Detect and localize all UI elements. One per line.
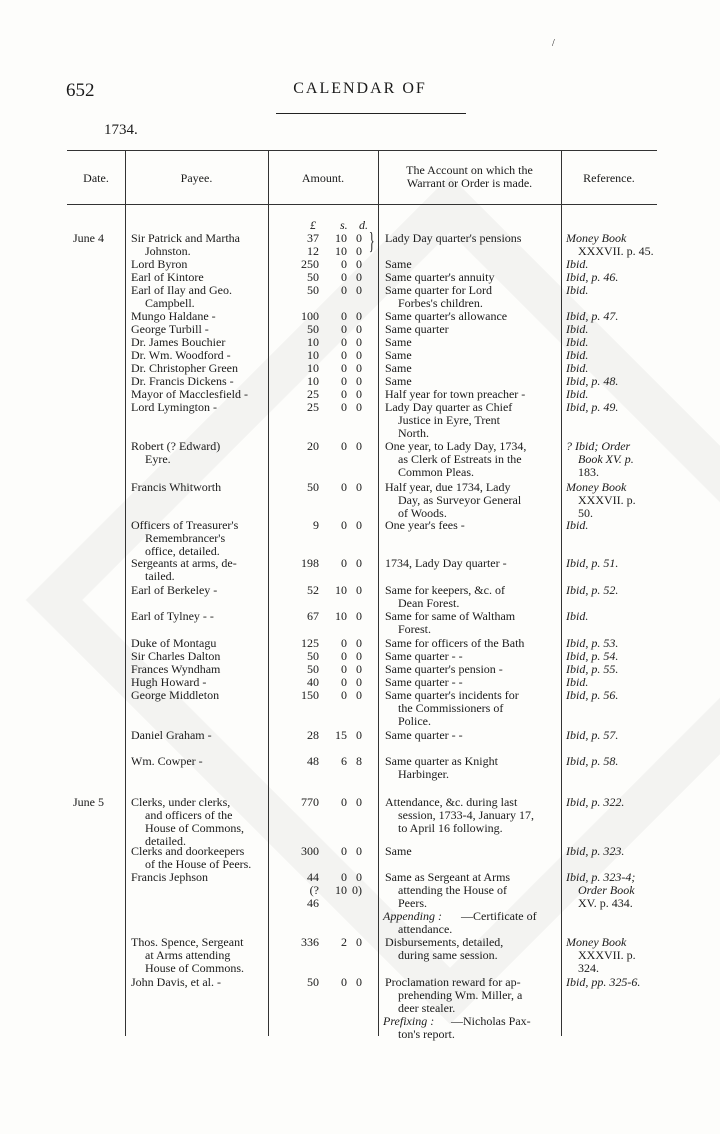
running-head: CALENDAR OF bbox=[293, 80, 427, 97]
entry-pence: 0 bbox=[356, 870, 362, 884]
entry-account: the Commissioners of bbox=[398, 701, 504, 715]
entry-shillings: 0 bbox=[341, 387, 347, 401]
entry-pence: 0 bbox=[356, 935, 362, 949]
entry-reference: Ibid, p. 323-4; bbox=[566, 870, 636, 884]
header-account bbox=[378, 164, 561, 190]
entry-reference: Ibid, p. 58. bbox=[566, 754, 619, 768]
entry-reference: Order Book bbox=[578, 883, 635, 897]
entry-shillings: 0 bbox=[341, 688, 347, 702]
entry-pence: 0 bbox=[356, 439, 362, 453]
entry-account: Same quarter - - bbox=[385, 728, 463, 742]
entry-payee: House of Commons, bbox=[145, 821, 244, 835]
entry-pence: 8 bbox=[356, 754, 362, 768]
entry-pence: 0 bbox=[356, 795, 362, 809]
entry-account: Same bbox=[385, 844, 412, 858]
entry-payee: and officers of the bbox=[145, 808, 233, 822]
entry-reference: 324. bbox=[578, 961, 599, 975]
appending-text: —Certificate of bbox=[461, 909, 537, 923]
entry-reference: Ibid. bbox=[566, 675, 589, 689]
entry-pounds: 37 bbox=[307, 231, 319, 245]
entry-account: Lady Day quarter as Chief bbox=[385, 400, 513, 414]
entry-pence: 0 bbox=[356, 257, 362, 271]
entry-account: One year, to Lady Day, 1734, bbox=[385, 439, 527, 453]
entry-date: June 4 bbox=[73, 231, 104, 245]
entry-shillings: 0 bbox=[341, 518, 347, 532]
entry-payee: Remembrancer's bbox=[145, 531, 226, 545]
prefixing-label: Prefixing : bbox=[383, 1014, 435, 1028]
entry-shillings: 0 bbox=[341, 283, 347, 297]
entry-shillings: 0 bbox=[341, 480, 347, 494]
entry-shillings: 0 bbox=[341, 322, 347, 336]
header-account-line2: Warrant or Order is made. bbox=[406, 176, 533, 190]
entry-payee: Earl of Kintore bbox=[131, 270, 204, 284]
entry-account: Same quarter - - bbox=[385, 675, 463, 689]
entry-account: as Clerk of Estreats in the bbox=[398, 452, 522, 466]
column-divider bbox=[561, 151, 562, 1036]
entry-account: Dean Forest. bbox=[398, 596, 460, 610]
entry-pounds: 150 bbox=[301, 688, 319, 702]
entry-pounds: 9 bbox=[313, 518, 319, 532]
entry-account: Same quarter's annuity bbox=[385, 270, 495, 284]
entry-payee: Francis Jephson bbox=[131, 870, 208, 884]
entry-shillings: 0 bbox=[341, 335, 347, 349]
entry-account: North. bbox=[398, 426, 429, 440]
entry-account: Same bbox=[385, 348, 412, 362]
entry-pounds: 50 bbox=[307, 649, 319, 663]
entry-pounds: 20 bbox=[307, 439, 319, 453]
entry-pounds: 10 bbox=[307, 335, 319, 349]
entry-account: Half year for town preacher - bbox=[385, 387, 526, 401]
entry-account: Forbes's children. bbox=[398, 296, 483, 310]
entry-pence: 0 bbox=[356, 675, 362, 689]
entry-reference: Ibid, p. 54. bbox=[566, 649, 619, 663]
entry-reference: Book XV. p. bbox=[578, 452, 634, 466]
entry-reference: Ibid. bbox=[566, 257, 589, 271]
entry-payee: Dr. Christopher Green bbox=[131, 361, 238, 375]
entry-reference: XXXVII. p. bbox=[578, 948, 636, 962]
entry-shillings: 0 bbox=[341, 662, 347, 676]
entry-pounds: 50 bbox=[307, 975, 319, 989]
entry-reference: Ibid. bbox=[566, 322, 589, 336]
entry-payee: John Davis, et al. - bbox=[131, 975, 221, 989]
entry-payee: Eyre. bbox=[145, 452, 171, 466]
entry-account: Same quarter for Lord bbox=[385, 283, 492, 297]
entry-payee: Dr. Francis Dickens - bbox=[131, 374, 234, 388]
entry-pence: 0 bbox=[356, 231, 362, 245]
entry-pounds: 10 bbox=[307, 361, 319, 375]
entry-payee: Mungo Haldane - bbox=[131, 309, 216, 323]
entry-pence: 0 bbox=[356, 244, 362, 258]
entry-reference: Ibid, p. 51. bbox=[566, 556, 619, 570]
entry-payee: Lord Lymington - bbox=[131, 400, 217, 414]
entry-account: Harbinger. bbox=[398, 767, 449, 781]
entry-account: prehending Wm. Miller, a bbox=[398, 988, 523, 1002]
entry-pounds: 198 bbox=[301, 556, 319, 570]
entry-payee: Dr. Wm. Woodford - bbox=[131, 348, 231, 362]
entry-reference: Ibid. bbox=[566, 609, 589, 623]
entry-payee: Wm. Cowper - bbox=[131, 754, 203, 768]
entry-shillings: 0 bbox=[341, 870, 347, 884]
entry-payee: Dr. James Bouchier bbox=[131, 335, 226, 349]
entry-payee: House of Commons. bbox=[145, 961, 244, 975]
entry-account: Same bbox=[385, 361, 412, 375]
column-divider bbox=[378, 151, 379, 1036]
entry-shillings: 0 bbox=[341, 400, 347, 414]
pounds-symbol: £ bbox=[310, 218, 316, 232]
entry-payee: tailed. bbox=[145, 569, 175, 583]
entry-payee: Campbell. bbox=[145, 296, 195, 310]
entry-payee: Sir Patrick and Martha bbox=[131, 231, 240, 245]
entry-pounds: (? 46 bbox=[307, 883, 319, 910]
entry-payee: at Arms attending bbox=[145, 948, 231, 962]
entry-account: Same bbox=[385, 374, 412, 388]
entry-shillings: 10 bbox=[335, 244, 347, 258]
entry-account: Same quarter as Knight bbox=[385, 754, 498, 768]
entry-pence: 0 bbox=[356, 480, 362, 494]
entry-reference: Ibid. bbox=[566, 387, 589, 401]
prefixing-text: —Nicholas Pax- bbox=[451, 1014, 531, 1028]
entry-reference: XXXVII. p. 45. bbox=[578, 244, 654, 258]
entry-shillings: 0 bbox=[341, 795, 347, 809]
entry-payee: office, detailed. bbox=[145, 544, 220, 558]
entry-payee: Earl of Tylney - - bbox=[131, 609, 214, 623]
entry-payee: Sergeants at arms, de- bbox=[131, 556, 237, 570]
entry-shillings: 15 bbox=[335, 728, 347, 742]
entry-account: of Woods. bbox=[398, 506, 447, 520]
entry-pounds: 50 bbox=[307, 270, 319, 284]
shillings-symbol: s. bbox=[340, 218, 348, 232]
page-number: 652 bbox=[66, 80, 95, 101]
entry-payee: Francis Whitworth bbox=[131, 480, 222, 494]
entry-account: Same bbox=[385, 335, 412, 349]
entry-payee: Officers of Treasurer's bbox=[131, 518, 239, 532]
entry-payee: detailed. bbox=[145, 834, 186, 848]
entry-reference: ? Ibid; Order bbox=[566, 439, 631, 453]
entry-pence: 0 bbox=[356, 387, 362, 401]
entry-pence: 0 bbox=[356, 975, 362, 989]
header-account-line1: The Account on which the bbox=[406, 163, 533, 177]
entry-reference: Ibid, p. 322. bbox=[566, 795, 625, 809]
entry-reference: Ibid. bbox=[566, 335, 589, 349]
entry-pence: 0 bbox=[356, 309, 362, 323]
entry-payee: Johnston. bbox=[145, 244, 191, 258]
entry-shillings: 0 bbox=[341, 348, 347, 362]
entry-account: Half year, due 1734, Lady bbox=[385, 480, 511, 494]
entry-payee: of the House of Peers. bbox=[145, 857, 252, 871]
entry-reference: Ibid, p. 56. bbox=[566, 688, 619, 702]
entry-shillings: 6 bbox=[341, 754, 347, 768]
entry-reference: 50. bbox=[578, 506, 593, 520]
entry-reference: Ibid, p. 47. bbox=[566, 309, 619, 323]
entry-shillings: 0 bbox=[341, 270, 347, 284]
entry-reference: Ibid. bbox=[566, 518, 589, 532]
entry-account: deer stealer. bbox=[398, 1001, 456, 1015]
entry-account: Police. bbox=[398, 714, 431, 728]
entry-shillings: 0 bbox=[341, 649, 347, 663]
entry-payee: Daniel Graham - bbox=[131, 728, 212, 742]
entry-account: to April 16 following. bbox=[398, 821, 503, 835]
entry-pence: 0 bbox=[356, 374, 362, 388]
entry-reference: Money Book bbox=[566, 231, 627, 245]
title-rule bbox=[276, 113, 466, 114]
pence-symbol: d. bbox=[359, 218, 368, 232]
entry-pounds: 40 bbox=[307, 675, 319, 689]
entry-reference: XXXVII. p. bbox=[578, 493, 636, 507]
brace-mark: } bbox=[368, 229, 375, 255]
entry-payee: Robert (? Edward) bbox=[131, 439, 221, 453]
entry-reference: Money Book bbox=[566, 480, 627, 494]
entry-pounds: 10 bbox=[307, 374, 319, 388]
entry-payee: Clerks and doorkeepers bbox=[131, 844, 245, 858]
entry-shillings: 0 bbox=[341, 361, 347, 375]
entry-pounds: 250 bbox=[301, 257, 319, 271]
entry-account: One year's fees - bbox=[385, 518, 465, 532]
entry-pence: 0 bbox=[356, 688, 362, 702]
entry-pence: 0 bbox=[356, 649, 362, 663]
entry-account: Same for keepers, &c. of bbox=[385, 583, 505, 597]
entry-pounds: 25 bbox=[307, 387, 319, 401]
appending-label: Appending : bbox=[383, 909, 442, 923]
entry-shillings: 0 bbox=[341, 844, 347, 858]
entry-account: Same quarter's incidents for bbox=[385, 688, 519, 702]
entry-account: Forest. bbox=[398, 622, 431, 636]
entry-pence: 0 bbox=[356, 556, 362, 570]
entry-reference: XV. p. 434. bbox=[578, 896, 633, 910]
entry-account: Same quarter bbox=[385, 322, 449, 336]
entry-pounds: 10 bbox=[307, 348, 319, 362]
entry-reference: Ibid, p. 323. bbox=[566, 844, 625, 858]
entry-pounds: 100 bbox=[301, 309, 319, 323]
entry-payee: Thos. Spence, Sergeant bbox=[131, 935, 244, 949]
entry-pence: 0 bbox=[356, 283, 362, 297]
entry-date: June 5 bbox=[73, 795, 104, 809]
entry-reference: Ibid. bbox=[566, 361, 589, 375]
column-divider bbox=[125, 151, 126, 1036]
entry-shillings: 0 bbox=[341, 975, 347, 989]
entry-pounds: 336 bbox=[301, 935, 319, 949]
corner-mark: / bbox=[552, 38, 555, 49]
table-header-rule bbox=[67, 204, 657, 205]
entry-account: Same for officers of the Bath bbox=[385, 636, 525, 650]
entry-account: during same session. bbox=[398, 948, 498, 962]
entry-shillings: 0 bbox=[341, 257, 347, 271]
entry-account: Same as Sergeant at Arms bbox=[385, 870, 511, 884]
entry-account: Justice in Eyre, Trent bbox=[398, 413, 500, 427]
entry-shillings: 10 bbox=[335, 583, 347, 597]
prefixing-text: ton's report. bbox=[398, 1027, 455, 1041]
entry-pence: 0 bbox=[356, 609, 362, 623]
entry-reference: Ibid, pp. 325-6. bbox=[566, 975, 641, 989]
entry-reference: Ibid. bbox=[566, 283, 589, 297]
entry-shillings: 0 bbox=[341, 374, 347, 388]
appending-text: attendance. bbox=[398, 922, 453, 936]
entry-reference: Ibid, p. 53. bbox=[566, 636, 619, 650]
entry-pounds: 25 bbox=[307, 400, 319, 414]
entry-payee: George Turbill - bbox=[131, 322, 209, 336]
entry-pence: 0 bbox=[356, 348, 362, 362]
entry-pence: 0 bbox=[356, 361, 362, 375]
entry-account: Disbursements, detailed, bbox=[385, 935, 504, 949]
entry-shillings: 10 bbox=[335, 231, 347, 245]
header-payee: Payee. bbox=[180, 171, 213, 185]
entry-reference: Money Book bbox=[566, 935, 627, 949]
entry-account: Same for same of Waltham bbox=[385, 609, 516, 623]
entry-payee: Earl of Berkeley - bbox=[131, 583, 218, 597]
entry-pounds: 48 bbox=[307, 754, 319, 768]
entry-shillings: 10 bbox=[335, 883, 347, 897]
entry-account: attending the House of bbox=[398, 883, 507, 897]
entry-reference: Ibid, p. 48. bbox=[566, 374, 619, 388]
entry-payee: Sir Charles Dalton bbox=[131, 649, 221, 663]
entry-pence: 0 bbox=[356, 583, 362, 597]
entry-pounds: 28 bbox=[307, 728, 319, 742]
entry-shillings: 0 bbox=[341, 556, 347, 570]
entry-shillings: 2 bbox=[341, 935, 347, 949]
entry-pounds: 52 bbox=[307, 583, 319, 597]
entry-payee: Duke of Montagu bbox=[131, 636, 217, 650]
entry-payee: Earl of Ilay and Geo. bbox=[131, 283, 232, 297]
entry-pounds: 300 bbox=[301, 844, 319, 858]
entry-pounds: 50 bbox=[307, 322, 319, 336]
entry-shillings: 0 bbox=[341, 675, 347, 689]
table-top-rule bbox=[67, 150, 657, 151]
entry-account: 1734, Lady Day quarter - bbox=[385, 556, 507, 570]
entry-pence: 0) bbox=[352, 883, 362, 897]
entry-reference: Ibid, p. 57. bbox=[566, 728, 619, 742]
entry-pence: 0 bbox=[356, 400, 362, 414]
entry-reference: Ibid, p. 55. bbox=[566, 662, 619, 676]
entry-payee: Clerks, under clerks, bbox=[131, 795, 231, 809]
entry-pence: 0 bbox=[356, 636, 362, 650]
entry-shillings: 0 bbox=[341, 309, 347, 323]
entry-reference: 183. bbox=[578, 465, 599, 479]
entry-account: Same quarter - - bbox=[385, 649, 463, 663]
entry-reference: Ibid, p. 46. bbox=[566, 270, 619, 284]
entry-pence: 0 bbox=[356, 518, 362, 532]
entry-account: Same quarter's pension - bbox=[385, 662, 503, 676]
header-reference: Reference. bbox=[583, 171, 635, 185]
entry-pence: 0 bbox=[356, 728, 362, 742]
entry-pence: 0 bbox=[356, 322, 362, 336]
entry-account: Same quarter's allowance bbox=[385, 309, 508, 323]
entry-reference: Ibid. bbox=[566, 348, 589, 362]
entry-shillings: 0 bbox=[341, 636, 347, 650]
entry-pence: 0 bbox=[356, 662, 362, 676]
entry-account: session, 1733-4, January 17, bbox=[398, 808, 534, 822]
entry-payee: Lord Byron bbox=[131, 257, 188, 271]
entry-reference: Ibid, p. 52. bbox=[566, 583, 619, 597]
entry-pounds: 50 bbox=[307, 480, 319, 494]
entry-pounds: 50 bbox=[307, 662, 319, 676]
entry-pence: 0 bbox=[356, 844, 362, 858]
entry-account: Same bbox=[385, 257, 412, 271]
entry-pounds: 770 bbox=[301, 795, 319, 809]
entry-pence: 0 bbox=[356, 270, 362, 284]
entry-shillings: 10 bbox=[335, 609, 347, 623]
entry-pounds: 44 bbox=[307, 870, 319, 884]
entry-account: Attendance, &c. during last bbox=[385, 795, 518, 809]
entry-account: Day, as Surveyor General bbox=[398, 493, 522, 507]
entry-reference: Ibid, p. 49. bbox=[566, 400, 619, 414]
entry-pounds: 12 bbox=[307, 244, 319, 258]
year-label: 1734. bbox=[104, 122, 138, 138]
entry-account: Common Pleas. bbox=[398, 465, 475, 479]
header-date: Date. bbox=[83, 171, 109, 185]
header-amount: Amount. bbox=[301, 171, 345, 185]
entry-payee: Hugh Howard - bbox=[131, 675, 207, 689]
entry-pounds: 67 bbox=[307, 609, 319, 623]
entry-pounds: 125 bbox=[301, 636, 319, 650]
entry-pence: 0 bbox=[356, 335, 362, 349]
entry-account: Peers. bbox=[398, 896, 427, 910]
entry-shillings: 0 bbox=[341, 439, 347, 453]
entry-payee: George Middleton bbox=[131, 688, 220, 702]
entry-account: Proclamation reward for ap- bbox=[385, 975, 521, 989]
entry-pounds: 50 bbox=[307, 283, 319, 297]
entry-account: Lady Day quarter's pensions bbox=[385, 231, 522, 245]
entry-payee: Mayor of Macclesfield - bbox=[131, 387, 248, 401]
entry-payee: Frances Wyndham bbox=[131, 662, 221, 676]
column-divider bbox=[268, 151, 269, 1036]
